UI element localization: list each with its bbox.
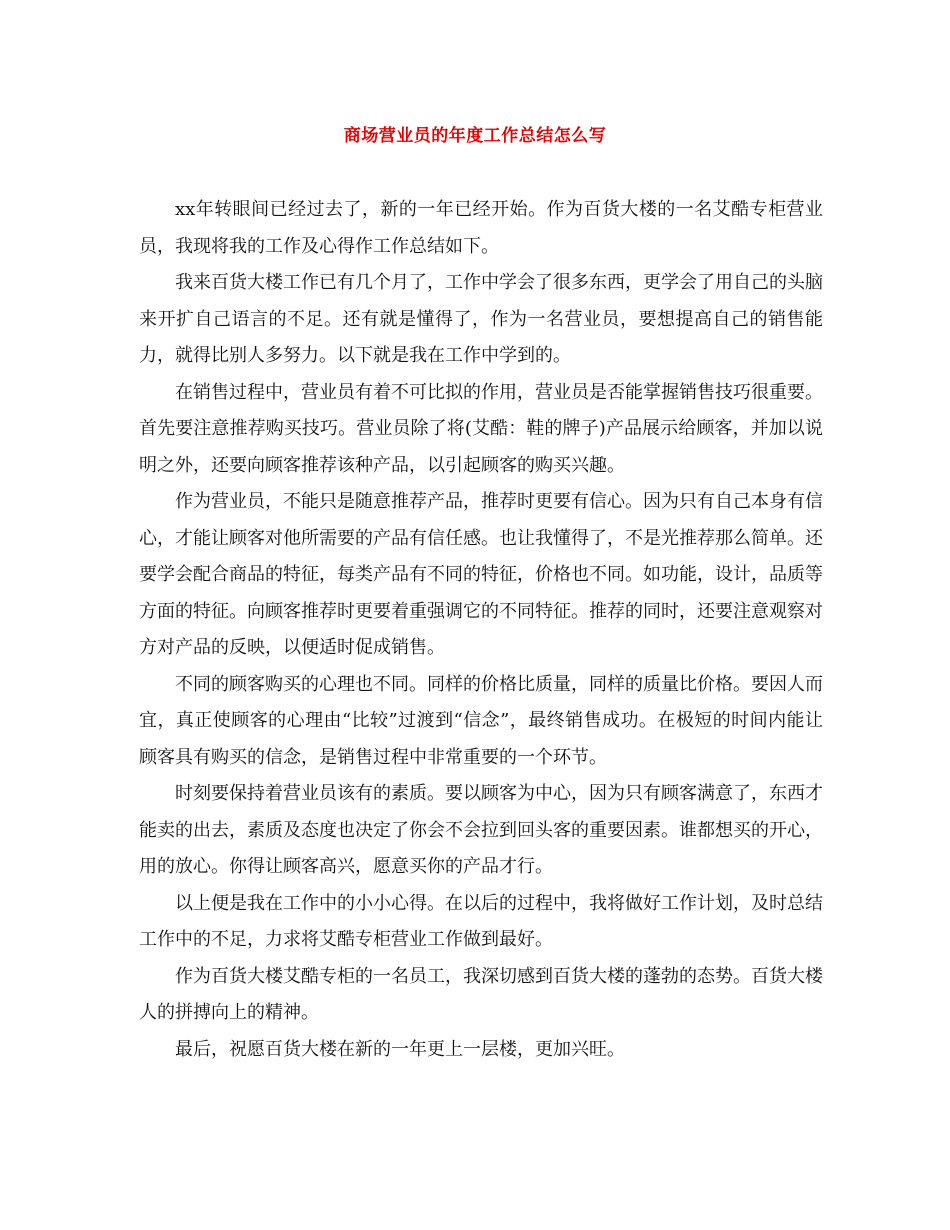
paragraph-4: 作为营业员，不能只是随意推荐产品，推荐时更要有信心。因为只有自己本身有信心，才能让顾客对他所需要的产品有信任感。也让我懂得了，不是光推荐那么简单。还要学会配合商品的特征，每类产品有不同的特征，价格也不同。如功能，设计，品质等方面的特征。向顾客推荐时更要着重强调它的不同特征。推荐的同时，还要注意观察对方对产品的反映，以便适时促成销售。 [139,491,823,658]
paragraph-6: 时刻要保持着营业员该有的素质。要以顾客为中心，因为只有顾客满意了，东西才能卖的出去，素质及态度也决定了你会不会拉到回头客的重要因素。谁都想买的开心，用的放心。你得让顾客高兴，愿意买你的产品才行。 [139,783,823,877]
paragraph-8: 作为百货大楼艾酷专柜的一名员工，我深切感到百货大楼的蓬勃的态势。百货大楼人的拼搏向上的精神。 [139,965,823,1023]
paragraph-5: 不同的顾客购买的心理也不同。同样的价格比质量，同样的质量比价格。要因人而宜，真正使顾客的心理由“比较”过渡到“信念”，最终销售成功。在极短的时间内能让顾客具有购买的信念，是销售过程中非常重要的一个环节。 [139,673,823,768]
document-title: 商场营业员的年度工作总结怎么写 [343,126,607,146]
paragraph-1: xx年转眼间已经过去了，新的一年已经开始。作为百货大楼的一名艾酷专柜营业员，我现将我的工作及心得作工作总结如下。 [139,199,823,257]
paragraph-9: 最后，祝愿百货大楼在新的一年更上一层楼，更加兴旺。 [175,1038,625,1060]
paragraph-3: 在销售过程中，营业员有着不可比拟的作用，营业员是否能掌握销售技巧很重要。首先要注意推荐购买技巧。营业员除了将(艾酷：鞋的牌子)产品展示给顾客，并加以说明之外，还要向顾客推荐该种产品，以引起顾客的购买兴趣。 [139,381,823,476]
paragraph-7: 以上便是我在工作中的小小心得。在以后的过程中，我将做好工作计划，及时总结工作中的不足，力求将艾酷专柜营业工作做到最好。 [139,892,823,950]
paragraph-2: 我来百货大楼工作已有几个月了，工作中学会了很多东西，更学会了用自己的头脑来开扩自己语言的不足。还有就是懂得了，作为一名营业员，要想提高自己的销售能力，就得比别人多努力。以下就是我在工作中学到的。 [139,272,823,366]
document-body [139,192,823,1068]
